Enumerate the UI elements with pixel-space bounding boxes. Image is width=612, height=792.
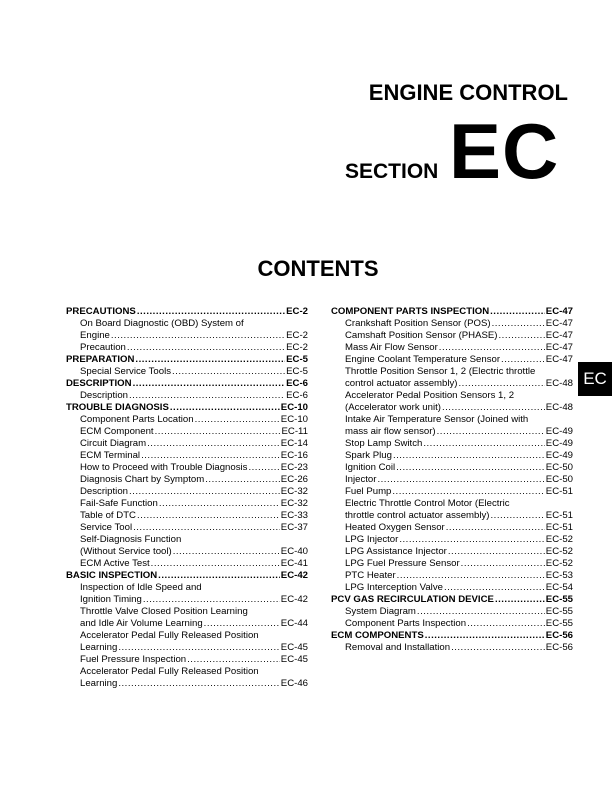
dot-leader [204,618,280,630]
toc-entry[interactable] [331,450,573,462]
toc-entry-row[interactable] [66,498,308,510]
toc-page-number[interactable]: EC-40 [280,546,308,557]
toc-entry-row[interactable] [66,642,308,654]
toc-entry-title[interactable]: PTC Heater [345,570,396,581]
dot-leader [133,522,280,534]
toc-entry-title[interactable]: Camshaft Position Sensor (PHASE) [345,330,498,341]
toc-entry[interactable] [66,474,308,486]
document-title: ENGINE CONTROL [368,80,568,105]
dot-leader [137,306,285,318]
toc-entry[interactable] [66,450,308,462]
toc-entry-row[interactable] [331,594,573,606]
dot-leader [141,450,280,462]
toc-entry-row[interactable] [66,450,308,462]
dot-leader [111,330,285,342]
toc-entry-row[interactable] [331,426,573,438]
dot-leader [490,306,545,318]
toc-entry-row[interactable] [331,378,573,390]
toc-entry-row[interactable] [331,474,573,486]
toc-page-number[interactable]: EC-26 [280,474,308,485]
dot-leader [158,570,280,582]
toc-entry-title[interactable]: Removal and Installation [345,642,451,653]
toc-page-number[interactable]: EC-44 [280,618,308,629]
toc-entry-row[interactable] [331,330,573,342]
toc-entry-title[interactable]: Learning [80,678,118,689]
toc-entry-text-line: Accelerator Pedal Position Sensors 1, 2 [345,390,515,401]
toc-entry[interactable] [331,558,573,570]
toc-entry-title[interactable]: Service Tool [80,522,133,533]
toc-page-number[interactable]: EC-51 [545,510,573,521]
toc-entry[interactable] [66,558,308,570]
dot-leader [118,642,279,654]
toc-entry-row[interactable] [66,354,308,366]
toc-page-number[interactable]: EC-47 [545,342,573,353]
toc-entry-title[interactable]: and Idle Air Volume Learning [80,618,203,629]
dot-leader [467,618,545,630]
toc-page-number[interactable]: EC-48 [545,402,573,413]
toc-entry-row[interactable] [331,318,573,330]
toc-entry-title[interactable]: Stop Lamp Switch [345,438,423,449]
toc-page-number[interactable]: EC-56 [545,642,573,653]
toc-entry[interactable] [331,438,573,450]
dot-leader [492,318,545,330]
toc-entry-title[interactable]: Fuel Pressure Inspection [80,654,187,665]
toc-entry[interactable] [66,318,308,342]
section-label: SECTION [345,160,439,183]
toc-page-number[interactable]: EC-49 [545,450,573,461]
toc-entry-row[interactable] [66,390,308,402]
toc-entry-title[interactable]: LPG Injector [345,534,399,545]
toc-page-number[interactable]: EC-6 [286,378,308,389]
toc-entry-row[interactable] [66,402,308,414]
dot-leader [423,438,544,450]
toc-entry[interactable] [331,342,573,354]
dot-leader [248,462,279,474]
toc-entry[interactable] [66,606,308,630]
toc-entry[interactable] [66,570,308,582]
toc-page-number[interactable]: EC-10 [280,402,308,413]
toc-entry-title[interactable]: Crankshaft Position Sensor (POS) [345,318,491,329]
toc-entry-text-line: Self-Diagnosis Function [80,534,182,545]
toc-entry-row[interactable] [66,462,308,474]
dot-leader [143,594,280,606]
toc-entry-title[interactable]: ECM Component [80,426,154,437]
dot-leader [135,354,285,366]
dot-leader [170,402,280,414]
toc-entry-title[interactable]: Fuel Pump [345,486,392,497]
dot-leader [396,462,545,474]
toc-entry[interactable] [331,474,573,486]
toc-entry[interactable] [331,546,573,558]
toc-entry-title[interactable]: (Accelerator work unit) [345,402,441,413]
toc-entry[interactable] [66,510,308,522]
toc-entry-title[interactable]: Diagnosis Chart by Symptom [80,474,205,485]
toc-page-number[interactable]: EC-14 [280,438,308,449]
toc-page-number[interactable]: EC-56 [545,630,573,641]
toc-page-number[interactable]: EC-50 [545,462,573,473]
dot-leader [451,642,545,654]
toc-entry-title[interactable]: ECM Active Test [80,558,150,569]
toc-entry[interactable] [66,666,308,690]
toc-page-number[interactable]: EC-42 [280,570,308,581]
toc-page-number[interactable]: EC-5 [286,354,308,365]
toc-entry[interactable] [66,522,308,534]
toc-page-number[interactable]: EC-33 [280,510,308,521]
toc-entry-row[interactable] [66,474,308,486]
dot-leader [155,426,281,438]
dot-leader [129,390,285,402]
dot-leader [392,486,544,498]
dot-leader [133,378,286,390]
toc-entry-title[interactable]: DESCRIPTION [66,378,132,389]
toc-page-number[interactable]: EC-49 [545,438,573,449]
dot-leader [173,546,280,558]
toc-entry-row[interactable] [66,486,308,498]
toc-entry-title[interactable]: LPG Fuel Pressure Sensor [345,558,460,569]
toc-page-number[interactable]: EC-50 [545,474,573,485]
toc-entry-text-line: Intake Air Temperature Sensor (Joined with [345,414,529,425]
toc-entry-row[interactable] [331,462,573,474]
toc-entry-row[interactable] [331,570,573,582]
toc-entry-title[interactable]: Engine Coolant Temperature Sensor [345,354,501,365]
toc-entry[interactable] [66,426,308,438]
toc-entry-row[interactable] [66,426,308,438]
dot-leader [118,678,279,690]
toc-entry-row[interactable] [331,486,573,498]
toc-page-number[interactable]: EC-11 [281,426,308,437]
toc-entry-row[interactable] [331,606,573,618]
toc-entry-title[interactable]: throttle control actuator assembly) [345,510,490,521]
toc-entry-text-line: Electric Throttle Control Motor (Electric [345,498,510,509]
toc-entry[interactable] [331,354,573,366]
section-tab[interactable]: EC [578,362,612,396]
toc-page-number[interactable]: EC-54 [545,582,573,593]
toc-entry-row[interactable] [331,582,573,594]
toc-right-column [331,306,573,654]
dot-leader [127,342,285,354]
dot-leader [439,342,545,354]
toc-entry[interactable] [331,486,573,498]
toc-entry-row[interactable] [331,438,573,450]
toc-entry[interactable] [66,654,308,666]
toc-page-number[interactable]: EC-47 [545,354,573,365]
toc-entry[interactable] [331,522,573,534]
toc-page-number[interactable]: EC-51 [545,486,573,497]
toc-page-number[interactable]: EC-52 [545,546,573,557]
toc-page-number[interactable]: EC-45 [280,654,308,665]
dot-leader [187,654,280,666]
toc-entry[interactable] [66,498,308,510]
toc-entry-text-line: Accelerator Pedal Fully Released Position [80,666,259,677]
toc-page-number[interactable]: EC-55 [545,606,573,617]
dot-leader [448,546,545,558]
toc-page-number[interactable]: EC-37 [280,522,308,533]
toc-entry-title[interactable]: PREPARATION [66,354,135,365]
toc-left-column [66,306,308,690]
toc-entry-row[interactable] [66,558,308,570]
dot-leader [393,450,545,462]
toc-entry[interactable] [66,630,308,654]
toc-entry-title[interactable]: Description [80,486,128,497]
toc-entry[interactable] [66,378,308,390]
toc-entry-row[interactable] [331,402,573,414]
toc-entry[interactable] [331,390,573,414]
toc-entry-title[interactable]: BASIC INSPECTION [66,570,158,581]
toc-entry-title[interactable]: System Diagram [345,606,416,617]
toc-entry-title[interactable]: COMPONENT PARTS INSPECTION [331,306,490,317]
toc-page-number[interactable]: EC-2 [286,342,308,353]
dot-leader [151,558,280,570]
toc-entry[interactable] [66,534,308,558]
toc-entry[interactable] [331,306,573,318]
toc-page-number[interactable]: EC-47 [545,306,573,317]
toc-entry-row[interactable] [331,306,573,318]
toc-entry[interactable] [331,498,573,522]
toc-entry[interactable] [66,306,308,318]
toc-page-number[interactable]: EC-32 [280,498,308,509]
toc-entry-title[interactable]: Engine [80,330,110,341]
toc-entry-text-line: Throttle Valve Closed Position Learning [80,606,248,617]
toc-page-number[interactable]: EC-46 [280,678,308,689]
toc-entry-title[interactable]: Special Service Tools [80,366,172,377]
toc-entry[interactable] [331,630,573,642]
dot-leader [172,366,285,378]
dot-leader [377,474,544,486]
toc-entry[interactable] [331,594,573,606]
toc-page-number[interactable]: EC-41 [280,558,308,569]
toc-entry-title[interactable]: LPG Interception Valve [345,582,443,593]
dot-leader [205,474,280,486]
toc-entry-title[interactable]: Mass Air Flow Sensor [345,342,438,353]
toc-entry-row[interactable] [66,366,308,378]
toc-page-number[interactable]: EC-45 [280,642,308,653]
toc-page-number[interactable]: EC-47 [545,330,573,341]
dot-leader [137,510,280,522]
dot-leader [501,354,545,366]
dot-leader [461,558,545,570]
toc-entry[interactable] [66,402,308,414]
toc-entry[interactable] [331,570,573,582]
dot-leader [437,426,545,438]
dot-leader [442,402,545,414]
toc-entry-title[interactable]: ECM COMPONENTS [331,630,424,641]
dot-leader [444,582,545,594]
toc-entry-row[interactable] [66,414,308,426]
toc-entry-row[interactable] [331,342,573,354]
toc-entry-title[interactable]: ECM Terminal [80,450,141,461]
toc-entry-row[interactable] [66,438,308,450]
toc-entry-row[interactable] [331,642,573,654]
toc-page-number[interactable]: EC-51 [545,522,573,533]
dot-leader [147,438,280,450]
toc-page-number[interactable]: EC-5 [286,366,308,377]
toc-entry-row[interactable] [66,522,308,534]
toc-entry-title[interactable]: Ignition Coil [345,462,396,473]
toc-entry[interactable] [331,534,573,546]
dot-leader [129,486,280,498]
dot-leader [425,630,545,642]
section-code: EC [449,107,560,195]
toc-entry-title[interactable]: Learning [80,642,118,653]
toc-entry-title[interactable]: Precaution [80,342,126,353]
toc-page-number[interactable]: EC-2 [286,330,308,341]
toc-entry-title[interactable]: Spark Plug [345,450,392,461]
toc-page-number[interactable]: EC-47 [545,318,573,329]
toc-entry[interactable] [331,366,573,390]
toc-entry[interactable] [331,618,573,630]
toc-entry[interactable] [331,606,573,618]
toc-page-number[interactable]: EC-16 [280,450,308,461]
toc-entry-row[interactable] [66,618,308,630]
toc-page-number[interactable]: EC-55 [545,594,573,605]
toc-entry-row[interactable] [66,306,308,318]
toc-entry-text-line: Accelerator Pedal Fully Released Position [80,630,259,641]
toc-entry-title[interactable]: mass air flow sensor) [345,426,436,437]
toc-entry[interactable] [331,414,573,438]
toc-page-number[interactable]: EC-49 [545,426,573,437]
toc-entry[interactable] [66,354,308,366]
toc-page-number[interactable]: EC-52 [545,558,573,569]
contents-heading: CONTENTS [257,256,379,281]
toc-entry-title[interactable]: TROUBLE DIAGNOSIS [66,402,169,413]
toc-entry-row[interactable] [331,450,573,462]
toc-page-number[interactable]: EC-6 [286,390,308,401]
toc-entry-row[interactable] [331,618,573,630]
toc-entry-title[interactable]: control actuator assembly) [345,378,458,389]
toc-entry-row[interactable] [331,510,573,522]
toc-entry-row[interactable] [331,546,573,558]
toc-entry-title[interactable]: Table of DTC [80,510,136,521]
dot-leader [417,606,545,618]
toc-entry[interactable] [66,390,308,402]
toc-entry-title[interactable]: PCV GAS RECIRCULATION DEVICE [331,594,494,605]
dot-leader [159,498,280,510]
toc-entry-row[interactable] [331,558,573,570]
toc-entry-row[interactable] [331,354,573,366]
toc-entry[interactable] [66,462,308,474]
toc-entry[interactable] [66,582,308,606]
toc-page-number[interactable]: EC-53 [545,570,573,581]
toc-entry[interactable] [331,318,573,330]
toc-page-number[interactable]: EC-23 [280,462,308,473]
toc-entry-title[interactable]: (Without Service tool) [80,546,172,557]
toc-entry-row[interactable] [66,330,308,342]
toc-entry[interactable] [66,438,308,450]
toc-entry-title[interactable]: Circuit Diagram [80,438,147,449]
toc-entry-title[interactable]: Fail-Safe Function [80,498,158,509]
dot-leader [195,414,280,426]
toc-entry-title[interactable]: Description [80,390,128,401]
toc-entry-title[interactable]: How to Proceed with Trouble Diagnosis [80,462,248,473]
toc-entry[interactable] [66,366,308,378]
toc-entry-row[interactable] [66,378,308,390]
toc-entry-text-line: Inspection of Idle Speed and [80,582,202,593]
toc-entry[interactable] [66,342,308,354]
dot-leader [499,330,545,342]
toc-entry-row[interactable] [331,534,573,546]
dot-leader [459,378,545,390]
toc-page-number[interactable]: EC-10 [280,414,308,425]
dot-leader [399,534,544,546]
toc-entry[interactable] [331,330,573,342]
dot-leader [495,594,545,606]
toc-entry-title[interactable]: LPG Assistance Injector [345,546,447,557]
toc-entry-title[interactable]: Ignition Timing [80,594,142,605]
toc-page-number[interactable]: EC-2 [286,306,308,317]
toc-entry-text-line: Throttle Position Sensor 1, 2 (Electric throttle [345,366,536,377]
toc-entry-row[interactable] [66,342,308,354]
toc-page-number[interactable]: EC-42 [280,594,308,605]
toc-entry[interactable] [331,462,573,474]
toc-entry[interactable] [331,582,573,594]
toc-entry-row[interactable] [66,510,308,522]
toc-entry-title[interactable]: Injector [345,474,377,485]
dot-leader [446,522,545,534]
toc-entry[interactable] [331,642,573,654]
toc-entry-text-line: On Board Diagnostic (OBD) System of [80,318,244,329]
toc-entry-row[interactable] [331,522,573,534]
toc-entry-title[interactable]: PRECAUTIONS [66,306,136,317]
dot-leader [491,510,545,522]
toc-entry-row[interactable] [66,678,308,690]
toc-entry[interactable] [66,486,308,498]
toc-entry[interactable] [66,414,308,426]
toc-entry-row[interactable] [66,546,308,558]
toc-page-number[interactable]: EC-32 [280,486,308,497]
toc-entry-title[interactable]: Heated Oxygen Sensor [345,522,445,533]
toc-page-number[interactable]: EC-48 [545,378,573,389]
toc-page-number[interactable]: EC-55 [545,618,573,629]
dot-leader [397,570,545,582]
toc-entry-title[interactable]: Component Parts Location [80,414,194,425]
toc-entry-row[interactable] [66,654,308,666]
toc-entry-row[interactable] [331,630,573,642]
toc-entry-row[interactable] [66,570,308,582]
toc-page-number[interactable]: EC-52 [545,534,573,545]
toc-entry-title[interactable]: Component Parts Inspection [345,618,467,629]
toc-entry-row[interactable] [66,594,308,606]
